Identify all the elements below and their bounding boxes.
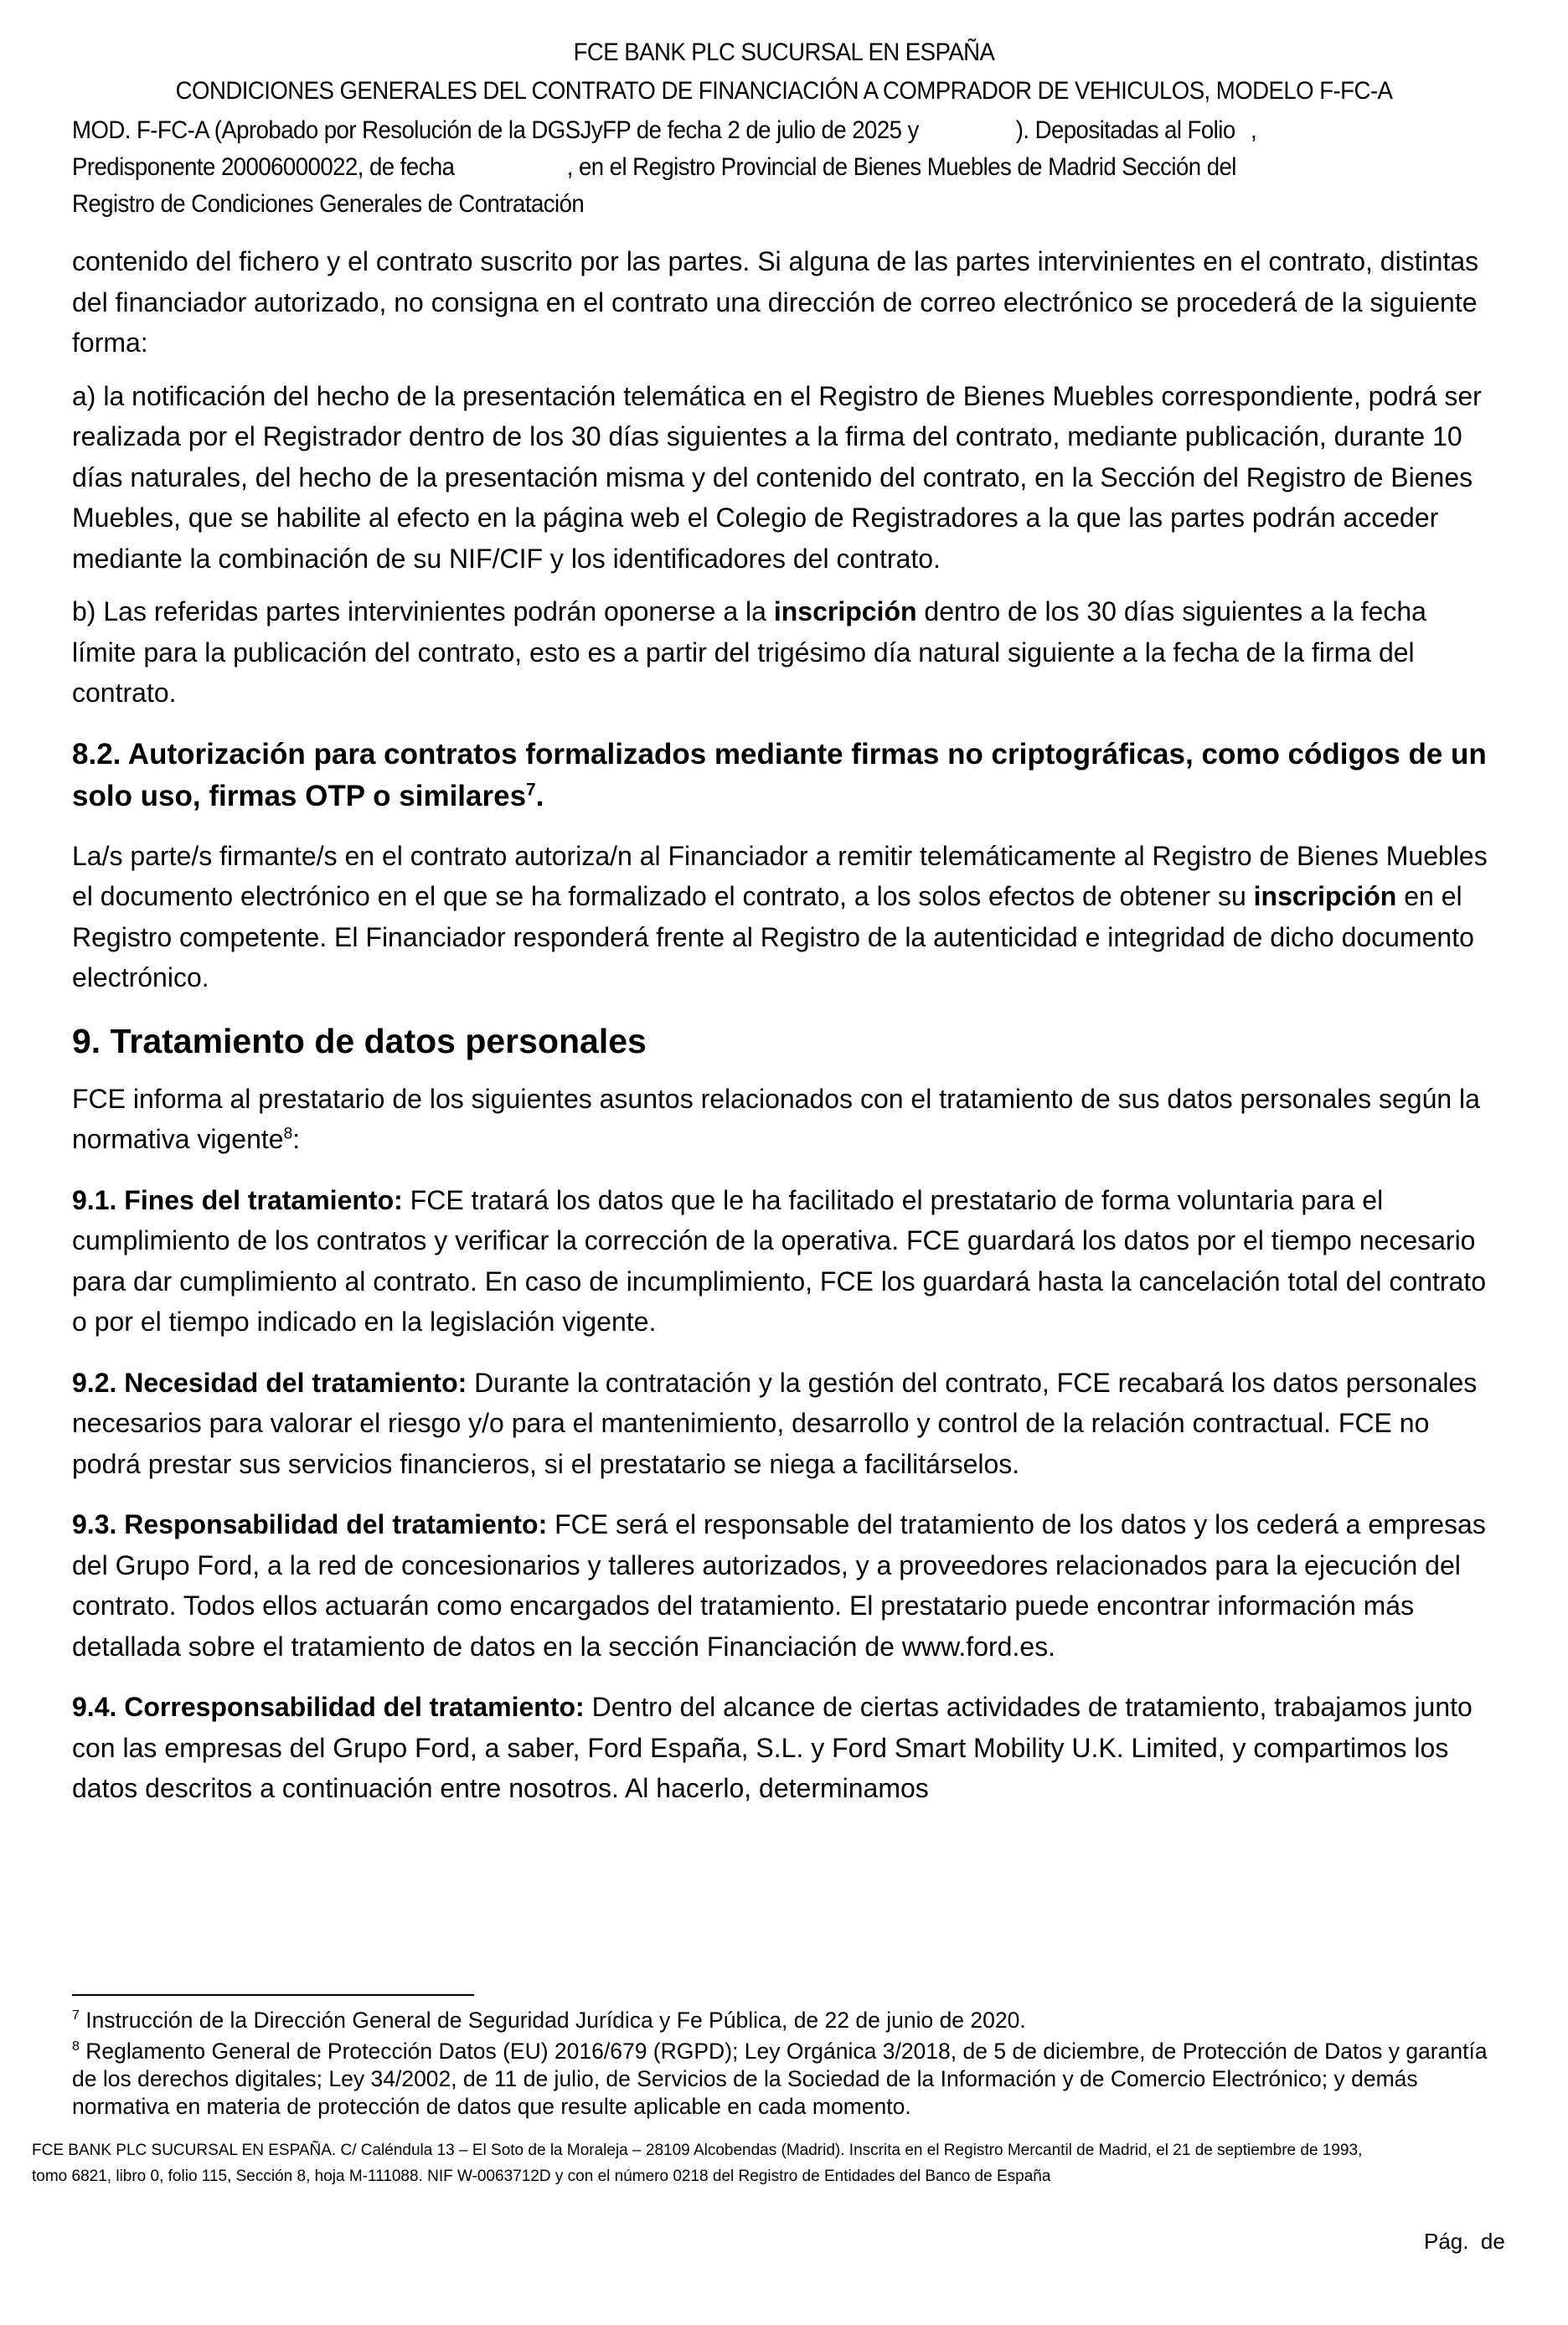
text: La/s parte/s firmante/s en el contrato autoriza/n al Financiador a remitir telemáticamente al Registro de Bienes Muebles el documento electrónico en el que se ha formalizado el contrato, a los solos efectos de obtener su (72, 840, 1488, 911)
registration-approval-text: MOD. F-FC-A (Aprobado por Resolución de la DGSJyFP de fecha 2 de julio de 2025 y (72, 116, 919, 144)
subsection-9-2 (72, 1363, 1496, 1485)
list-item-a: a) la notificación del hecho de la presentación telemática en el Registro de Bienes Muebles correspondiente, podrá ser realizada por el Registrador dentro de los 30 días siguientes a la firma del contrato, mediante publicación, durante 10 días naturales, del hecho de la presentación misma y del contenido del contrato, en la Sección del Registro de Bienes Muebles, que se habilite al efecto en la página web el Colegio de Registradores a la que las partes podrán acceder mediante la combinación de su NIF/CIF y los identificadores del contrato. (72, 380, 1482, 574)
text: FCE informa al prestatario de los siguientes asuntos relacionados con el tratamiento de sus datos personales según la normativa vigente (72, 1083, 1480, 1154)
subsection-text: FCE será el responsable del tratamiento de los datos y los cederá a empresas del Grupo Ford, a la red de concesionarios y talleres autorizados, y a proveedores relacionados para la ejecución del contrato. Todos ellos actuarán como encargados del tratamiento. El prestatario puede encontrar información más detallada sobre el tratamiento de datos en la sección Financiación de www.ford.es. (72, 1509, 1486, 1662)
section-8-2-paragraph (72, 836, 1496, 998)
list-item-b (72, 591, 1496, 714)
punctuation: , (1251, 116, 1257, 144)
subsection-title: 9.1. Fines del tratamiento: (72, 1184, 403, 1215)
text: en el Registro competente. El Financiador responderá frente al Registro de la autenticidad e integridad de dicho documento electrónico. (72, 881, 1474, 992)
footnotes (72, 2007, 1504, 2124)
registration-line-3: Registro de Condiciones Generales de Contratación (72, 190, 585, 218)
footnote-text: Instrucción de la Dirección General de Seguridad Jurídica y Fe Pública, de 22 de junio de 2020. (79, 2008, 1026, 2033)
section-9-heading: 9. Tratamiento de datos personales (72, 1021, 647, 1060)
section-9-intro (72, 1079, 1496, 1160)
punctuation: . (535, 779, 544, 812)
subsection-text: FCE tratará los datos que le ha facilitado el prestatario de forma voluntaria para el cumplimiento de los contratos y verificar la corrección de la operativa. FCE guardará los datos por el tiempo necesario para dar cumplimiento al contrato. En caso de incumplimiento, FCE los guardará hasta la cancelación total del contrato o por el tiempo indicado en la legislación vigente. (72, 1184, 1487, 1337)
contract-title: CONDICIONES GENERALES DEL CONTRATO DE FINANCIACIÓN A COMPRADOR DE VEHICULOS, MODELO F-FC-A (175, 77, 1393, 105)
page-number: Pág. de (1424, 2229, 1505, 2254)
subsection-text: Durante la contratación y la gestión del contrato, FCE recabará los datos personales necesarios para valorar el riesgo y/o para el mantenimiento, desarrollo y control de la relación contractual. FCE no podrá prestar sus servicios financieros, si el prestatario se niega a facilitárselos. (72, 1367, 1478, 1479)
bold-term: inscripción (1253, 881, 1397, 911)
footnote-divider (72, 1994, 474, 1996)
footnote-7 (72, 2007, 1504, 2034)
subsection-text: Dentro del alcance de ciertas actividades de tratamiento, trabajamos junto con las empresas del Grupo Ford, a saber, Ford España, S.L. y Ford Smart Mobility U.K. Limited, y compartimos los datos descritos a continuación entre nosotros. Al hacerlo, determinamos (72, 1692, 1473, 1803)
document-body (72, 241, 1496, 1822)
subsection-title: 9.4. Corresponsabilidad del tratamiento: (72, 1692, 585, 1722)
footnote-8 (72, 2038, 1504, 2121)
subsection-title: 9.3. Responsabilidad del tratamiento: (72, 1509, 548, 1539)
text: b) Las referidas partes intervinientes podrán oponerse a la (72, 596, 774, 626)
subsection-title: 9.2. Necesidad del tratamiento: (72, 1367, 467, 1398)
bold-term: inscripción (773, 596, 917, 626)
footnote-number: 8 (72, 2039, 80, 2054)
heading-text: 8.2. Autorización para contratos formalizados mediante firmas no criptográficas, como códigos de un solo uso, firmas OTP o similares (72, 737, 1487, 812)
registration-predisponente-text: Predisponente 20006000022, de fecha (72, 153, 455, 181)
section-8-2-heading (72, 734, 1496, 817)
registration-line-2 (72, 149, 1397, 186)
subsection-9-1 (72, 1180, 1496, 1343)
punctuation: : (292, 1124, 301, 1154)
registration-info (72, 112, 1397, 223)
page-header (0, 34, 1568, 218)
footnote-ref-8[interactable]: 8 (283, 1125, 293, 1143)
bank-name: FCE BANK PLC SUCURSAL EN ESPAÑA (573, 39, 995, 66)
subsection-9-3 (72, 1504, 1496, 1667)
company-footer (32, 2137, 1540, 2189)
footnote-text: Reglamento General de Protección Datos (EU) 2016/679 (RGPD); Ley Orgánica 3/2018, de 5 de diciembre, de Protección de Datos y garantía de los derechos digitales; Ley 34/2002, de 11 de julio, de Servicios de la Sociedad de la Información y de Comercio Electrónico; y demás normativa en materia de protección de datos que resulte aplicable en cada momento. (72, 2039, 1488, 2119)
company-footer-line-2: tomo 6821, libro 0, folio 115, Sección 8, hoja M-111088. NIF W-0063712D y con el número 0218 del Registro de Entidades del Banco de España (32, 2168, 1051, 2185)
footnote-ref-7[interactable]: 7 (526, 779, 536, 799)
registration-folio-text: ). Depositadas al Folio (1015, 116, 1235, 144)
text: dentro de los 30 días siguientes a la fecha límite para la publicación del contrato, esto es a partir del trigésimo día natural siguiente a la fecha de la firma del contrato. (72, 596, 1426, 708)
registration-registry-text: , en el Registro Provincial de Bienes Muebles de Madrid Sección del (566, 153, 1236, 181)
footnote-number: 7 (72, 2008, 80, 2023)
registration-line-1 (72, 112, 1397, 149)
intro-paragraph: contenido del fichero y el contrato suscrito por las partes. Si alguna de las partes intervinientes en el contrato, distintas del financiador autorizado, no consigna en el contrato una dirección de correo electrónico se procederá de la siguiente forma: (72, 246, 1479, 358)
subsection-9-4 (72, 1687, 1496, 1809)
company-footer-line-1: FCE BANK PLC SUCURSAL EN ESPAÑA. C/ Caléndula 13 – El Soto de la Moraleja – 28109 Alcobendas (Madrid). Inscrita en el Registro Mercantil de Madrid, el 21 de septiembre de 1993, (32, 2142, 1363, 2159)
